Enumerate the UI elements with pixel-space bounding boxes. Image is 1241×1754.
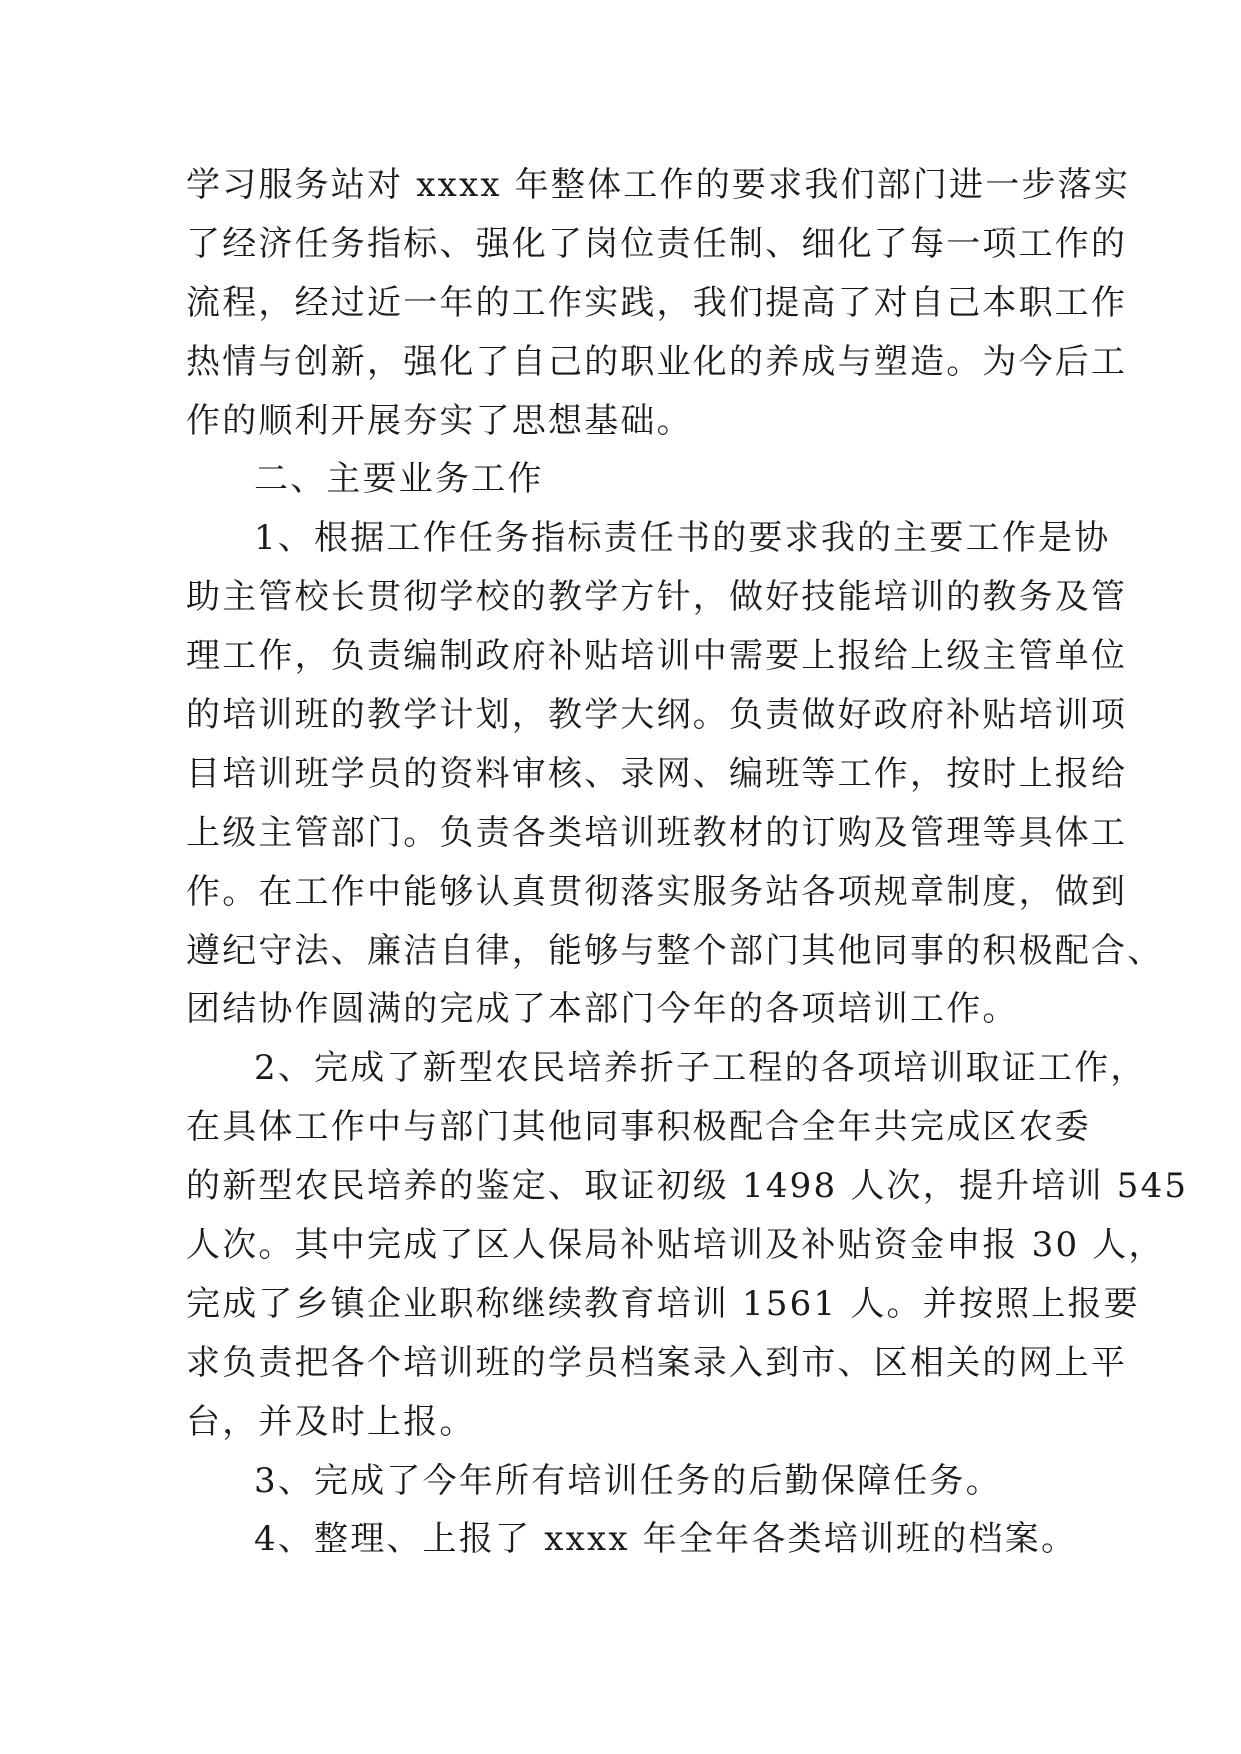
text-line: 求负责把各个培训班的学员档案录入到市、区相关的网上平 xyxy=(186,1342,1128,1383)
text-line: 助主管校长贯彻学校的教学方针，做好技能培训的教务及管 xyxy=(186,577,1128,618)
text-line: 作的顺利开展夯实了思想基础。 xyxy=(186,400,693,441)
text-line: 作。在工作中能够认真贯彻落实服务站各项规章制度，做到 xyxy=(186,871,1128,912)
item-3-paragraph xyxy=(186,1452,1066,1511)
text-line: 台，并及时上报。 xyxy=(186,1401,476,1442)
item-2-paragraph xyxy=(186,1039,1189,1451)
text-line: 4、整理、上报了 xxxx 年全年各类培训班的档案。 xyxy=(254,1519,1078,1560)
text-line: 流程，经过近一年的工作实践，我们提高了对自己本职工作 xyxy=(186,282,1128,323)
text-line: 1、根据工作任务指标责任书的要求我的主要工作是协 xyxy=(254,518,1111,559)
item-1-paragraph xyxy=(186,509,1164,1039)
item-4-paragraph xyxy=(186,1510,1078,1569)
document-body xyxy=(186,156,1189,1569)
text-line: 了经济任务指标、强化了岗位责任制、细化了每一项工作的 xyxy=(186,223,1128,264)
intro-paragraph xyxy=(186,156,1131,450)
text-line: 3、完成了今年所有培训任务的后勤保障任务。 xyxy=(254,1460,1002,1501)
text-line: 遵纪守法、廉洁自律，能够与整个部门其他同事的积极配合、 xyxy=(186,930,1164,971)
text-line: 人次。其中完成了区人保局补贴培训及补贴资金申报 30 人， xyxy=(186,1225,1165,1266)
text-line: 学习服务站对 xxxx 年整体工作的要求我们部门进一步落实 xyxy=(186,165,1131,205)
text-line: 理工作，负责编制政府补贴培训中需要上报给上级主管单位 xyxy=(186,636,1128,677)
text-line: 的培训班的教学计划，教学大纲。负责做好政府补贴培训项 xyxy=(186,695,1128,736)
text-line: 热情与创新，强化了自己的职业化的养成与塑造。为今后工 xyxy=(186,341,1128,382)
text-line: 在具体工作中与部门其他同事积极配合全年共完成区农委 xyxy=(186,1107,1091,1148)
section-heading xyxy=(186,450,1066,509)
text-line: 团结协作圆满的完成了本部门今年的各项培训工作。 xyxy=(186,989,1019,1030)
text-line: 的新型农民培养的鉴定、取证初级 1498 人次，提升培训 545 xyxy=(186,1166,1189,1207)
text-line: 目培训班学员的资料审核、录网、编班等工作，按时上报给 xyxy=(186,753,1128,794)
text-line: 完成了乡镇企业职称继续教育培训 1561 人。并按照上报要 xyxy=(186,1283,1140,1324)
text-line: 上级主管部门。负责各类培训班教材的订购及管理等具体工 xyxy=(186,812,1128,853)
text-line: 二、主要业务工作 xyxy=(254,459,544,500)
text-line: 2、完成了新型农民培养折子工程的各项培训取证工作， xyxy=(254,1048,1147,1089)
